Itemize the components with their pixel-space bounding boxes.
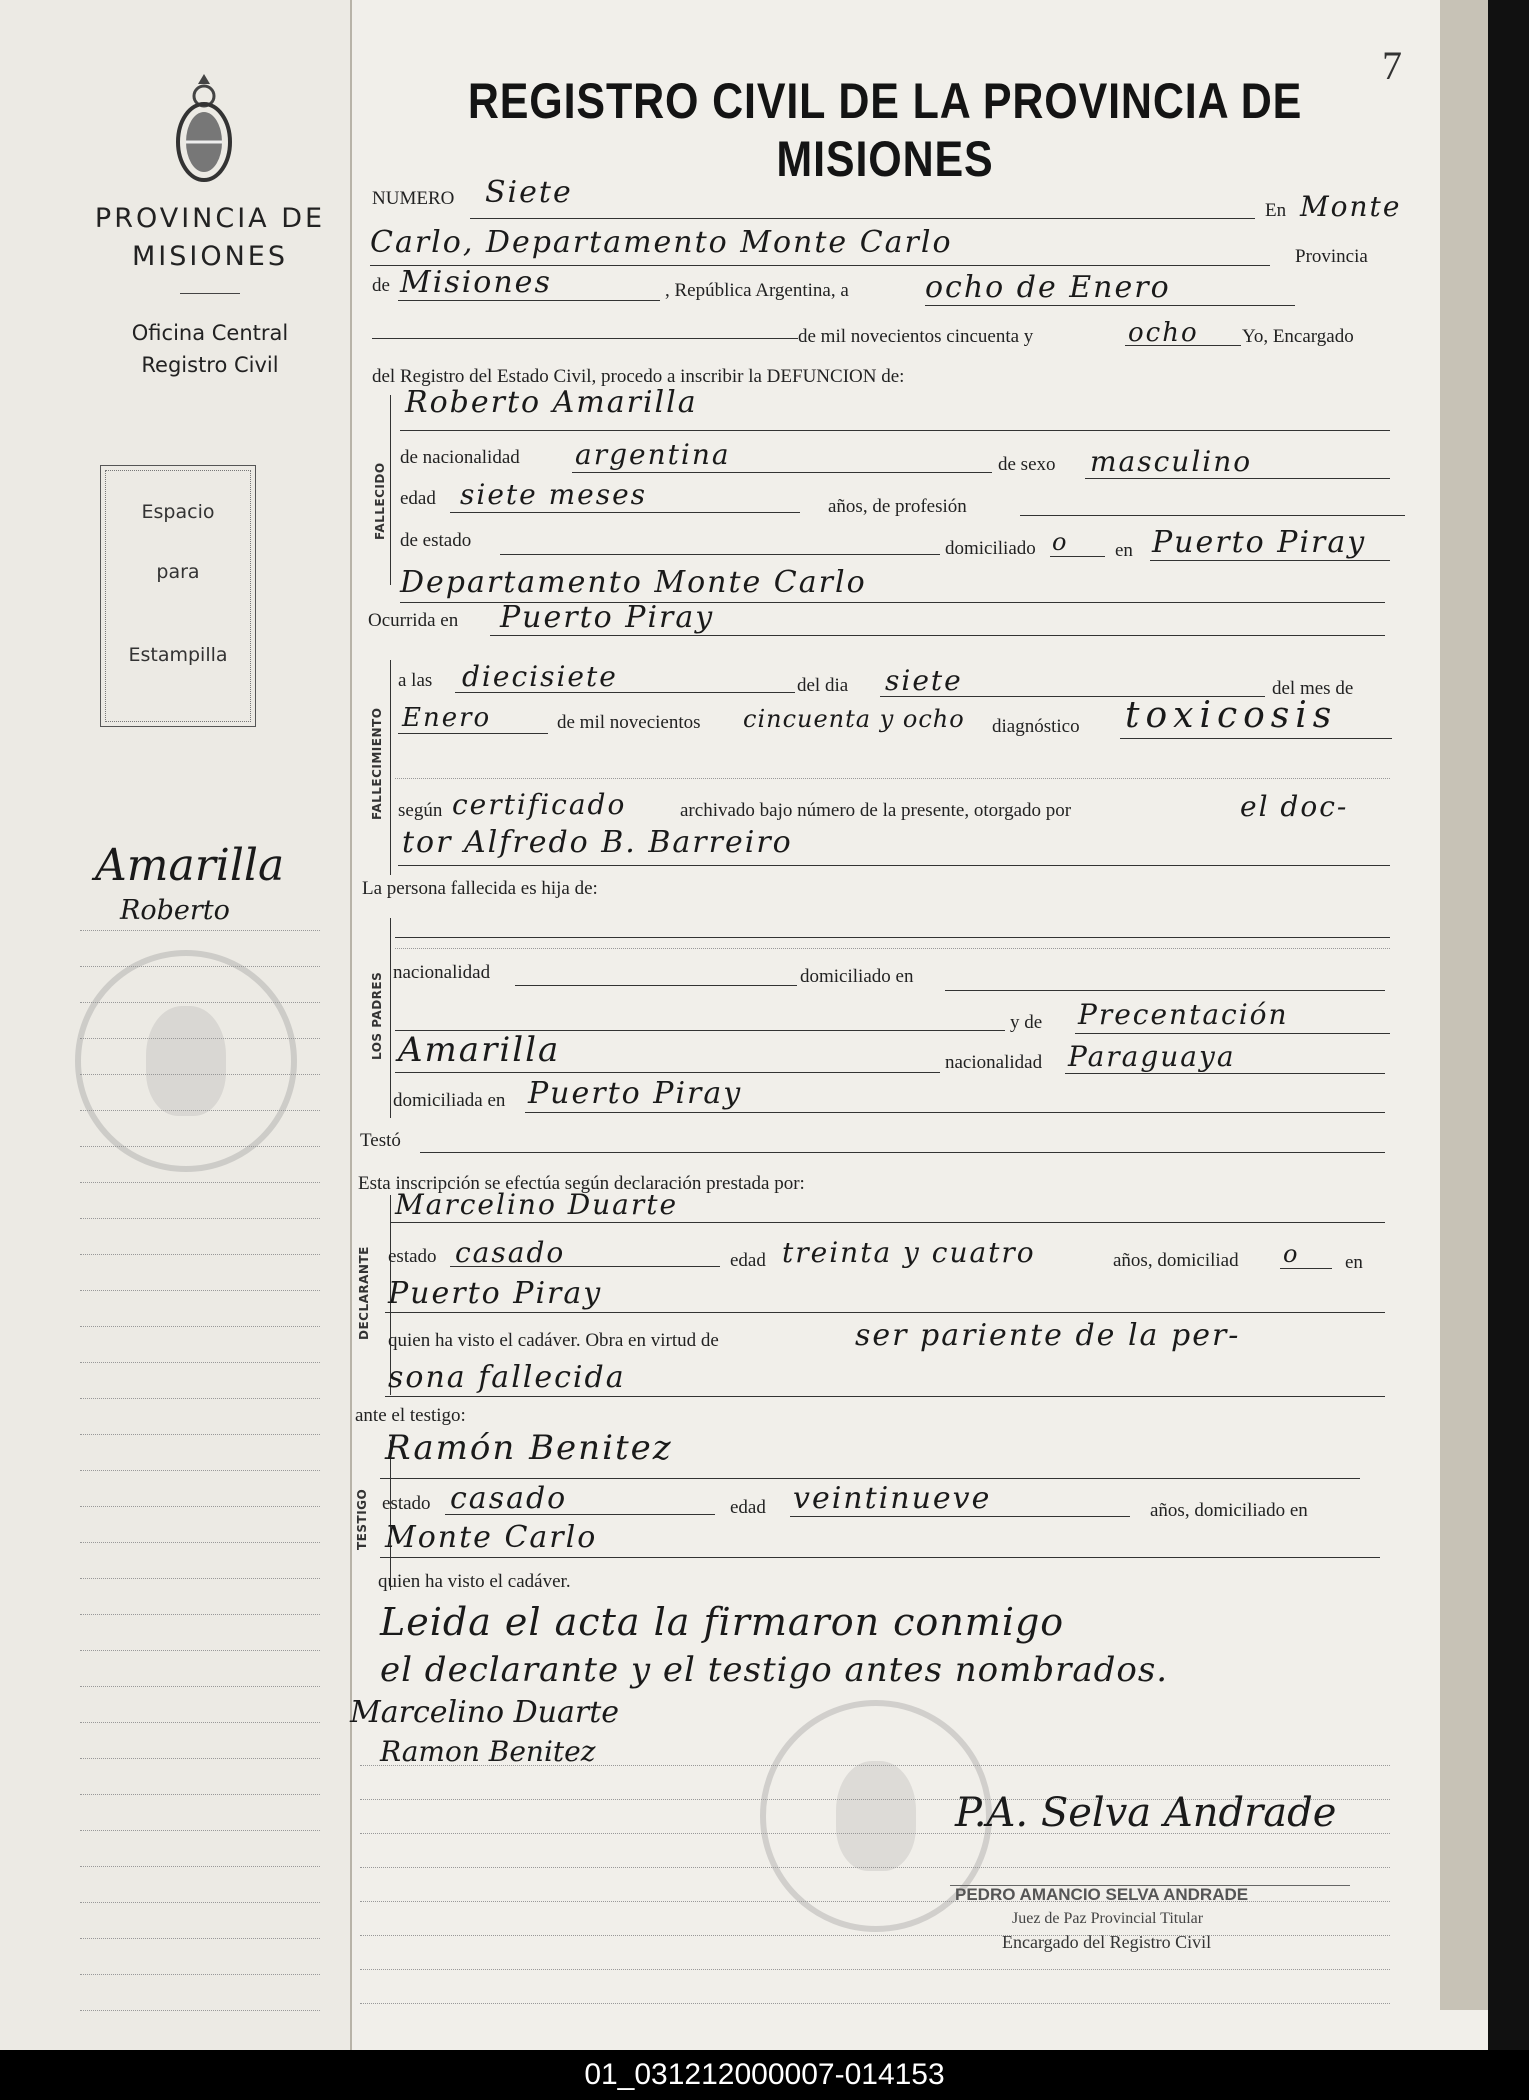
office-line-1: Oficina Central <box>131 321 289 345</box>
label-estado: de estado <box>400 530 472 551</box>
margin-rule <box>80 1578 320 1579</box>
margin-rule <box>80 1434 320 1435</box>
label-provincia: Provincia <box>1295 246 1368 267</box>
value-virtud-line1: ser pariente de la per- <box>855 1318 1241 1353</box>
margin-rule <box>80 1794 320 1795</box>
line <box>1150 560 1390 561</box>
line <box>390 1222 1385 1223</box>
section-label-fallecido: FALLECIDO <box>373 462 387 540</box>
label-diagnostico: diagnóstico <box>992 716 1080 737</box>
value-mes: Enero <box>402 703 492 733</box>
line <box>398 300 660 301</box>
line <box>450 512 800 513</box>
value-edad: siete meses <box>460 478 648 511</box>
line <box>398 733 548 734</box>
label-inscripcion: Esta inscripción se efectúa según declaración prestada por: <box>358 1173 805 1194</box>
label-de-mil-novecientos: de mil novecientos <box>557 712 701 733</box>
image-id-footer: 01_031212000007-014153 <box>0 2050 1529 2100</box>
line <box>372 338 798 339</box>
margin-rule <box>80 1542 320 1543</box>
value-fecha: ocho de Enero <box>925 270 1171 305</box>
label-segun: según <box>398 800 443 821</box>
margin-rule <box>80 1506 320 1507</box>
line <box>420 1152 1385 1153</box>
value-estado-declarante: casado <box>455 1236 566 1269</box>
label-estado-declarante: estado <box>388 1246 437 1267</box>
value-ano: ocho <box>1128 318 1199 348</box>
label-ante-testigo: ante el testigo: <box>355 1405 466 1426</box>
dotted-line <box>395 948 1390 949</box>
label-testo: Testó <box>360 1130 401 1151</box>
value-numero: Siete <box>485 175 573 210</box>
label-archivado: archivado bajo número de la presente, otorgado por <box>680 800 1072 821</box>
margin-rule <box>80 1686 320 1687</box>
signature-declarante: Marcelino Duarte <box>350 1695 620 1730</box>
margin-rule <box>80 1470 320 1471</box>
value-ocurrida: Puerto Piray <box>500 600 715 635</box>
label-en-declarante: en <box>1345 1252 1363 1273</box>
value-edad-testigo: veintinueve <box>793 1481 992 1516</box>
value-domiciliado-o: o <box>1052 528 1069 556</box>
line <box>385 1312 1385 1313</box>
margin-rule <box>80 1362 320 1363</box>
margin-rule <box>80 1290 320 1291</box>
label-en: En <box>1265 200 1287 221</box>
line <box>445 1514 715 1515</box>
label-a-las: a las <box>398 670 433 691</box>
margin-rule <box>80 1614 320 1615</box>
margin-rule <box>80 1254 320 1255</box>
document-title: REGISTRO CIVIL DE LA PROVINCIA DE MISIONES <box>467 73 1303 187</box>
value-domicilio: Puerto Piray <box>1152 525 1367 560</box>
line <box>525 1112 1385 1113</box>
line <box>1120 738 1392 739</box>
label-domiciliado-en-padre: domiciliado en <box>800 966 914 987</box>
label-quien-visto: quien ha visto el cadáver. Obra en virtud de <box>388 1330 719 1351</box>
value-estado-testigo: casado <box>450 1481 568 1516</box>
line <box>385 1396 1385 1397</box>
divider <box>180 293 240 294</box>
line <box>925 305 1295 306</box>
margin-rule <box>80 1902 320 1903</box>
margin-rule <box>80 1182 320 1183</box>
line <box>1020 515 1405 516</box>
line <box>500 554 940 555</box>
section-label-fallecimiento: FALLECIMIENTO <box>370 707 384 820</box>
value-madre-apellido: Amarilla <box>398 1030 561 1070</box>
value-diagnostico: toxicosis <box>1125 695 1338 736</box>
signature-name: PEDRO AMANCIO SELVA ANDRADE <box>955 1885 1249 1904</box>
margin-rule <box>80 1722 320 1723</box>
line <box>515 985 797 986</box>
value-virtud-line2: sona fallecida <box>388 1360 626 1395</box>
line <box>395 937 1390 938</box>
coat-of-arms-icon <box>173 70 235 188</box>
line <box>1125 345 1241 346</box>
label-del-mes: del mes de <box>1272 678 1354 699</box>
value-medico-line2: tor Alfredo B. Barreiro <box>402 825 793 860</box>
value-cierre-line2: el declarante y el testigo antes nombrados. <box>380 1650 1169 1690</box>
label-numero: NUMERO <box>372 188 455 209</box>
value-cierre-line1: Leida el acta la firmaron conmigo <box>380 1600 1065 1644</box>
value-hora: diecisiete <box>462 660 618 693</box>
label-edad-declarante: edad <box>730 1250 766 1271</box>
section-label-padres: LOS PADRES <box>370 971 384 1060</box>
line <box>572 472 992 473</box>
stamp-box-line-3: Estampilla <box>128 644 228 666</box>
page-rule <box>360 1969 1390 1970</box>
line <box>455 692 795 693</box>
label-anos-profesion: años, de profesión <box>828 496 967 517</box>
province-line-2: MISIONES <box>131 241 288 272</box>
stamp-box-line-2: para <box>156 561 200 583</box>
value-domicilio-declarante: Puerto Piray <box>388 1276 603 1311</box>
label-anos-domiciliado: años, domiciliad <box>1113 1250 1239 1271</box>
margin-firstname: Roberto <box>120 895 230 926</box>
label-domiciliado: domiciliado <box>945 538 1036 559</box>
label-nacionalidad: de nacionalidad <box>400 447 520 468</box>
value-nombre-fallecido: Roberto Amarilla <box>405 385 698 420</box>
margin-rule <box>80 1974 320 1975</box>
signature-testigo: Ramon Benitez <box>380 1735 596 1768</box>
page-rule <box>360 1935 1390 1936</box>
label-en: en <box>1115 540 1133 561</box>
value-testigo: Ramón Benitez <box>385 1428 673 1468</box>
label-de: de <box>372 275 390 296</box>
value-domicilio-testigo: Monte Carlo <box>385 1520 598 1555</box>
value-domiciliado-o-declarante: o <box>1283 1240 1300 1268</box>
label-quien-visto-testigo: quien ha visto el cadáver. <box>378 1571 571 1592</box>
stamp-box-line-1: Espacio <box>141 501 215 523</box>
province-heading <box>70 200 350 276</box>
section-label-declarante: DECLARANTE <box>357 1246 371 1340</box>
value-sexo: masculino <box>1090 445 1253 478</box>
margin-rule <box>80 1758 320 1759</box>
line <box>790 1516 1130 1517</box>
book-binding <box>1488 0 1529 2050</box>
value-declarante: Marcelino Duarte <box>395 1188 679 1221</box>
margin-rule <box>80 1650 320 1651</box>
label-mil-novecientos: de mil novecientos cincuenta y <box>798 326 1034 347</box>
label-ocurrida: Ocurrida en <box>368 610 459 631</box>
page-rule <box>360 2003 1390 2004</box>
bracket-padres <box>390 918 391 1118</box>
label-sexo: de sexo <box>998 454 1056 475</box>
value-madre-nacionalidad: Paraguaya <box>1068 1040 1236 1073</box>
label-yo-encargado: Yo, Encargado <box>1242 326 1354 347</box>
signature-title-2: Encargado del Registro Civil <box>1002 1932 1212 1952</box>
margin-rule <box>80 2010 320 2011</box>
value-madre-nombre: Precentación <box>1078 998 1289 1031</box>
value-medico-line1: el doc- <box>1240 790 1349 823</box>
value-certificado: certificado <box>452 788 627 821</box>
label-republica: , República Argentina, a <box>665 280 849 301</box>
line <box>490 635 1385 636</box>
line <box>1075 1033 1390 1034</box>
margin-rule <box>80 1218 320 1219</box>
province-line-1: PROVINCIA DE <box>94 203 326 234</box>
section-label-testigo: TESTIGO <box>355 1488 369 1550</box>
value-lugar: Carlo, Departamento Monte Carlo <box>370 225 953 260</box>
line <box>450 1266 720 1267</box>
office-line-2: Registro Civil <box>141 353 279 377</box>
label-edad: edad <box>400 488 436 509</box>
stamp-box <box>100 465 256 727</box>
margin-rule <box>80 930 320 931</box>
value-provincia: Misiones <box>400 265 552 300</box>
dotted-line <box>395 778 1390 779</box>
label-hija-de: La persona fallecida es hija de: <box>362 878 598 899</box>
value-dia: siete <box>885 664 963 697</box>
line <box>470 218 1255 219</box>
line <box>395 1072 940 1073</box>
margin-surname: Amarilla <box>95 840 285 891</box>
margin-rule <box>80 1326 320 1327</box>
label-y-de: y de <box>1010 1012 1043 1033</box>
margin-rule <box>80 1866 320 1867</box>
label-nacionalidad-padre: nacionalidad <box>393 962 491 983</box>
label-del-dia: del dia <box>797 675 849 696</box>
label-estado-testigo: estado <box>382 1493 431 1514</box>
value-en: Monte <box>1300 190 1402 223</box>
line <box>945 990 1385 991</box>
line <box>1065 1073 1385 1074</box>
line <box>380 1557 1380 1558</box>
office-heading <box>70 317 350 381</box>
value-nacionalidad: argentina <box>575 438 731 471</box>
margin-rule <box>80 1938 320 1939</box>
label-edad-testigo: edad <box>730 1497 766 1518</box>
line <box>1050 556 1105 557</box>
value-departamento: Departamento Monte Carlo <box>400 565 867 600</box>
line <box>1085 478 1390 479</box>
line <box>400 430 1390 431</box>
signature-title-1: Juez de Paz Provincial Titular <box>1012 1910 1204 1927</box>
bracket-fallecido <box>390 395 391 585</box>
label-domiciliada-en: domiciliada en <box>393 1090 506 1111</box>
signature-encargado: P.A. Selva Andrade <box>955 1790 1337 1836</box>
page-edge <box>1440 0 1490 2010</box>
label-anos-domiciliado-testigo: años, domiciliado en <box>1150 1500 1308 1521</box>
page-number: 7 <box>1382 43 1402 88</box>
label-nacionalidad-madre: nacionalidad <box>945 1052 1043 1073</box>
value-madre-domicilio: Puerto Piray <box>528 1076 743 1111</box>
registry-seal-stamp <box>75 950 297 1172</box>
value-edad-declarante: treinta y cuatro <box>782 1236 1036 1269</box>
margin-rule <box>80 1830 320 1831</box>
line <box>380 1478 1360 1479</box>
margin-rule <box>80 1398 320 1399</box>
label-del-registro: del Registro del Estado Civil, procedo a inscribir la DEFUNCION de: <box>372 366 905 387</box>
value-ano-fallecimiento: cincuenta y ocho <box>743 705 965 733</box>
line <box>1280 1268 1332 1269</box>
bracket-fallecimiento <box>390 660 391 875</box>
line <box>398 865 1390 866</box>
